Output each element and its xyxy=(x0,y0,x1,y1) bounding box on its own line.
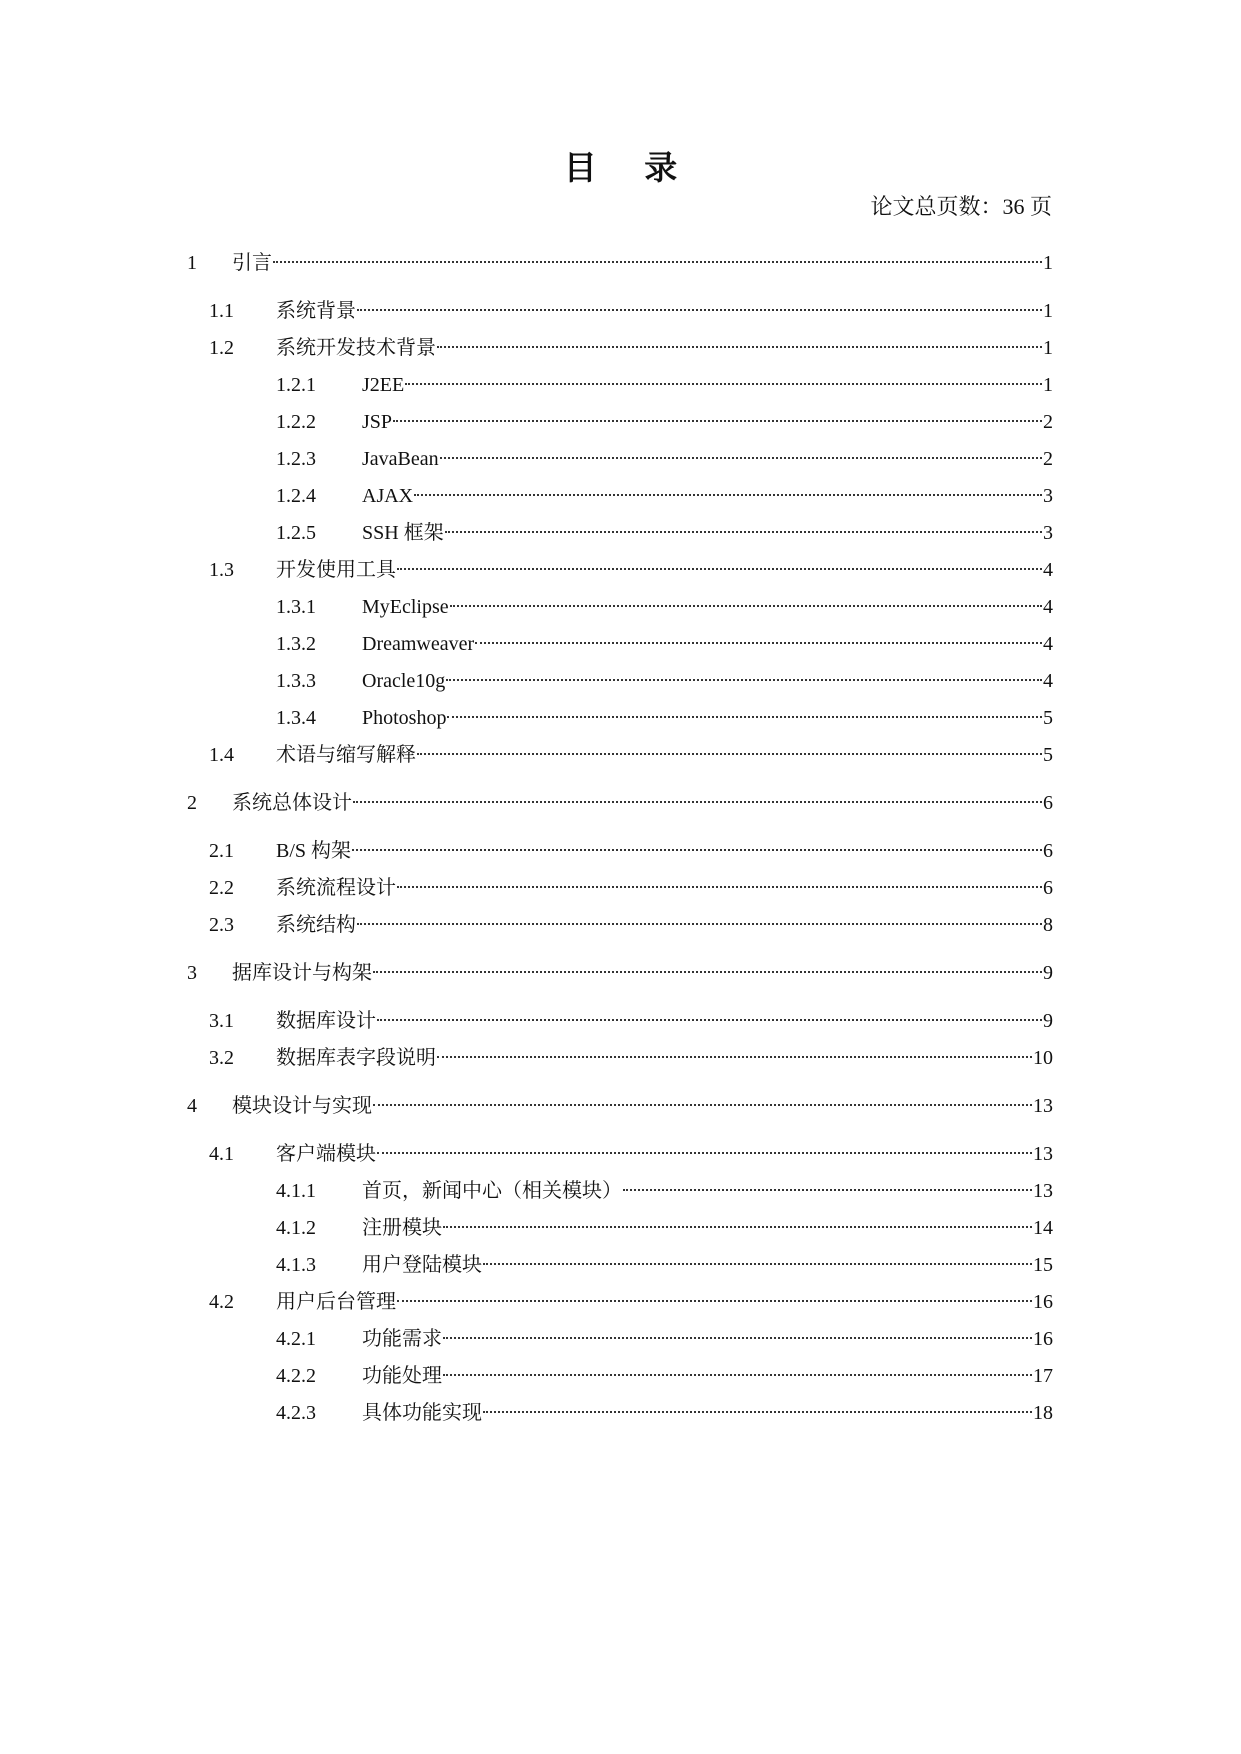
dot-leader xyxy=(443,1374,1032,1376)
toc-entry[interactable] xyxy=(187,910,1053,940)
toc-entry-title: 系统开发技术背景 xyxy=(276,337,436,359)
toc-entry-number: 1.1 xyxy=(209,300,234,322)
toc-entry-number: 1.3.3 xyxy=(276,670,316,692)
toc-entry[interactable] xyxy=(187,873,1053,903)
toc-entry-title: 首页，新闻中心（相关模块） xyxy=(362,1180,622,1202)
toc-entry-title: 开发使用工具 xyxy=(276,559,396,581)
dot-leader xyxy=(273,261,1042,263)
toc-entry-number: 3 xyxy=(187,962,197,984)
toc-entry-title: 引言 xyxy=(232,252,272,274)
toc-entry-number: 3.2 xyxy=(209,1047,234,1069)
toc-entry-page-number: 17 xyxy=(1033,1365,1053,1387)
toc-entry[interactable] xyxy=(187,1287,1053,1317)
dot-leader xyxy=(483,1263,1032,1265)
dot-leader xyxy=(414,494,1042,496)
toc-entry-title: Oracle10g xyxy=(362,670,446,692)
toc-entry-title: JavaBean xyxy=(362,448,439,470)
toc-entry-title: JSP xyxy=(362,411,393,433)
dot-leader xyxy=(440,457,1042,459)
toc-entry-number: 4.1.2 xyxy=(276,1217,316,1239)
toc-entry-number: 1.3.1 xyxy=(276,596,316,618)
toc-entry[interactable] xyxy=(187,248,1053,278)
toc-entry-page-number: 14 xyxy=(1033,1217,1053,1239)
toc-entry-page-number: 8 xyxy=(1043,914,1053,936)
dot-leader xyxy=(377,1152,1032,1154)
toc-entry-page-number: 9 xyxy=(1043,1010,1053,1032)
toc-entry[interactable] xyxy=(187,836,1053,866)
toc-entry[interactable] xyxy=(187,481,1053,511)
toc-entry-title: 功能处理 xyxy=(362,1365,442,1387)
toc-entry-title: 系统总体设计 xyxy=(232,792,352,814)
dot-leader xyxy=(437,1056,1032,1058)
toc-entry-title: AJAX xyxy=(362,485,414,507)
toc-entry-page-number: 9 xyxy=(1043,962,1053,984)
toc-entry-number: 2.2 xyxy=(209,877,234,899)
toc-entry-page-number: 13 xyxy=(1033,1143,1053,1165)
dot-leader xyxy=(443,1226,1032,1228)
toc-entry-title: 功能需求 xyxy=(362,1328,442,1350)
toc-entry-number: 4 xyxy=(187,1095,197,1117)
toc-entry-number: 4.2 xyxy=(209,1291,234,1313)
toc-entry[interactable] xyxy=(187,333,1053,363)
toc-entry-page-number: 4 xyxy=(1043,559,1053,581)
dot-leader xyxy=(445,531,1042,533)
toc-entry-title: 注册模块 xyxy=(362,1217,442,1239)
toc-entry-page-number: 2 xyxy=(1043,448,1053,470)
dot-leader xyxy=(397,886,1042,888)
toc-entry-number: 2.1 xyxy=(209,840,234,862)
toc-entry-number: 2 xyxy=(187,792,197,814)
dot-leader xyxy=(373,971,1042,973)
toc-entry-number: 1.2.4 xyxy=(276,485,316,507)
toc-entry-number: 1.3.4 xyxy=(276,707,316,729)
toc-entry-title: 模块设计与实现 xyxy=(232,1095,372,1117)
toc-entry[interactable] xyxy=(187,1006,1053,1036)
toc-entry[interactable] xyxy=(187,1091,1053,1121)
toc-entry-page-number: 4 xyxy=(1043,633,1053,655)
toc-entry-title: 术语与缩写解释 xyxy=(276,744,416,766)
toc-entry-page-number: 4 xyxy=(1043,596,1053,618)
dot-leader xyxy=(357,309,1042,311)
dot-leader xyxy=(397,568,1042,570)
toc-entry-page-number: 5 xyxy=(1043,744,1053,766)
toc-entry[interactable] xyxy=(187,1250,1053,1280)
toc-entry-page-number: 2 xyxy=(1043,411,1053,433)
dot-leader xyxy=(393,420,1042,422)
toc-entry-page-number: 16 xyxy=(1033,1328,1053,1350)
toc-entry[interactable] xyxy=(187,740,1053,770)
toc-entry-number: 1 xyxy=(187,252,197,274)
toc-entry-number: 4.1 xyxy=(209,1143,234,1165)
toc-entry[interactable] xyxy=(187,1398,1053,1428)
toc-entry-page-number: 10 xyxy=(1033,1047,1053,1069)
toc-entry-page-number: 5 xyxy=(1043,707,1053,729)
toc-entry-number: 1.3.2 xyxy=(276,633,316,655)
toc-entry-page-number: 1 xyxy=(1043,337,1053,359)
dot-leader xyxy=(357,923,1042,925)
dot-leader xyxy=(447,716,1042,718)
toc-entry-page-number: 3 xyxy=(1043,522,1053,544)
dot-leader xyxy=(446,679,1042,681)
toc-entry-title: 客户端模块 xyxy=(276,1143,376,1165)
dot-leader xyxy=(437,346,1042,348)
toc-entry-number: 3.1 xyxy=(209,1010,234,1032)
dot-leader xyxy=(443,1337,1032,1339)
toc-entry-title: 用户登陆模块 xyxy=(362,1254,482,1276)
dot-leader xyxy=(450,605,1042,607)
toc-entry-number: 1.4 xyxy=(209,744,234,766)
toc-entry-page-number: 6 xyxy=(1043,792,1053,814)
toc-entry-page-number: 6 xyxy=(1043,840,1053,862)
toc-entry[interactable] xyxy=(187,703,1053,733)
dot-leader xyxy=(353,801,1042,803)
dot-leader xyxy=(483,1411,1032,1413)
toc-entry-title: 系统流程设计 xyxy=(276,877,396,899)
toc-entry-title: 据库设计与构架 xyxy=(232,962,372,984)
dot-leader xyxy=(405,383,1042,385)
toc-entry-title: MyEclipse xyxy=(362,596,449,618)
toc-entry-number: 4.2.2 xyxy=(276,1365,316,1387)
toc-entry[interactable] xyxy=(187,555,1053,585)
toc-entry[interactable] xyxy=(187,958,1053,988)
table-of-contents xyxy=(187,248,1053,1428)
dot-leader xyxy=(475,642,1042,644)
toc-entry-number: 4.2.1 xyxy=(276,1328,316,1350)
dot-leader xyxy=(377,1019,1042,1021)
toc-entry[interactable] xyxy=(187,1043,1053,1073)
toc-entry[interactable] xyxy=(187,1213,1053,1243)
dot-leader xyxy=(373,1104,1032,1106)
toc-entry[interactable] xyxy=(187,296,1053,326)
toc-entry-number: 4.2.3 xyxy=(276,1402,316,1424)
toc-entry-number: 1.3 xyxy=(209,559,234,581)
toc-entry-page-number: 1 xyxy=(1043,374,1053,396)
toc-entry-page-number: 3 xyxy=(1043,485,1053,507)
dot-leader xyxy=(417,753,1042,755)
toc-entry-number: 4.1.1 xyxy=(276,1180,316,1202)
toc-entry-title: 系统结构 xyxy=(276,914,356,936)
toc-entry-number: 4.1.3 xyxy=(276,1254,316,1276)
toc-entry[interactable] xyxy=(187,788,1053,818)
toc-entry-title: B/S 构架 xyxy=(276,840,352,862)
toc-entry-page-number: 16 xyxy=(1033,1291,1053,1313)
toc-entry[interactable] xyxy=(187,370,1053,400)
total-page-count: 论文总页数：36 页 xyxy=(870,194,1052,219)
toc-entry-number: 2.3 xyxy=(209,914,234,936)
toc-entry[interactable] xyxy=(187,407,1053,437)
toc-entry[interactable] xyxy=(187,518,1053,548)
dot-leader xyxy=(352,849,1042,851)
toc-entry-page-number: 6 xyxy=(1043,877,1053,899)
toc-entry[interactable] xyxy=(187,666,1053,696)
toc-entry-page-number: 13 xyxy=(1033,1095,1053,1117)
toc-entry-title: J2EE xyxy=(362,374,405,396)
toc-entry-page-number: 1 xyxy=(1043,252,1053,274)
toc-entry-number: 1.2.2 xyxy=(276,411,316,433)
toc-entry-number: 1.2.5 xyxy=(276,522,316,544)
page-title: 目 录 xyxy=(563,148,696,187)
dot-leader xyxy=(623,1189,1032,1191)
toc-entry[interactable] xyxy=(187,444,1053,474)
toc-entry[interactable] xyxy=(187,1324,1053,1354)
toc-entry-title: 系统背景 xyxy=(276,300,356,322)
toc-entry-title: Photoshop xyxy=(362,707,447,729)
dot-leader xyxy=(397,1300,1032,1302)
toc-entry[interactable] xyxy=(187,1176,1053,1206)
toc-entry-number: 1.2.1 xyxy=(276,374,316,396)
toc-entry-number: 1.2 xyxy=(209,337,234,359)
toc-entry-title: 数据库表字段说明 xyxy=(276,1047,436,1069)
toc-entry-page-number: 13 xyxy=(1033,1180,1053,1202)
toc-entry-page-number: 4 xyxy=(1043,670,1053,692)
toc-entry-page-number: 15 xyxy=(1033,1254,1053,1276)
toc-entry-title: Dreamweaver xyxy=(362,633,475,655)
toc-entry[interactable] xyxy=(187,1361,1053,1391)
toc-entry-title: 用户后台管理 xyxy=(276,1291,396,1313)
toc-entry-title: 数据库设计 xyxy=(276,1010,376,1032)
toc-entry-title: SSH 框架 xyxy=(362,522,444,544)
toc-entry-page-number: 18 xyxy=(1033,1402,1053,1424)
toc-entry[interactable] xyxy=(187,592,1053,622)
toc-entry-page-number: 1 xyxy=(1043,300,1053,322)
toc-entry[interactable] xyxy=(187,629,1053,659)
toc-entry[interactable] xyxy=(187,1139,1053,1169)
toc-entry-title: 具体功能实现 xyxy=(362,1402,482,1424)
toc-entry-number: 1.2.3 xyxy=(276,448,316,470)
